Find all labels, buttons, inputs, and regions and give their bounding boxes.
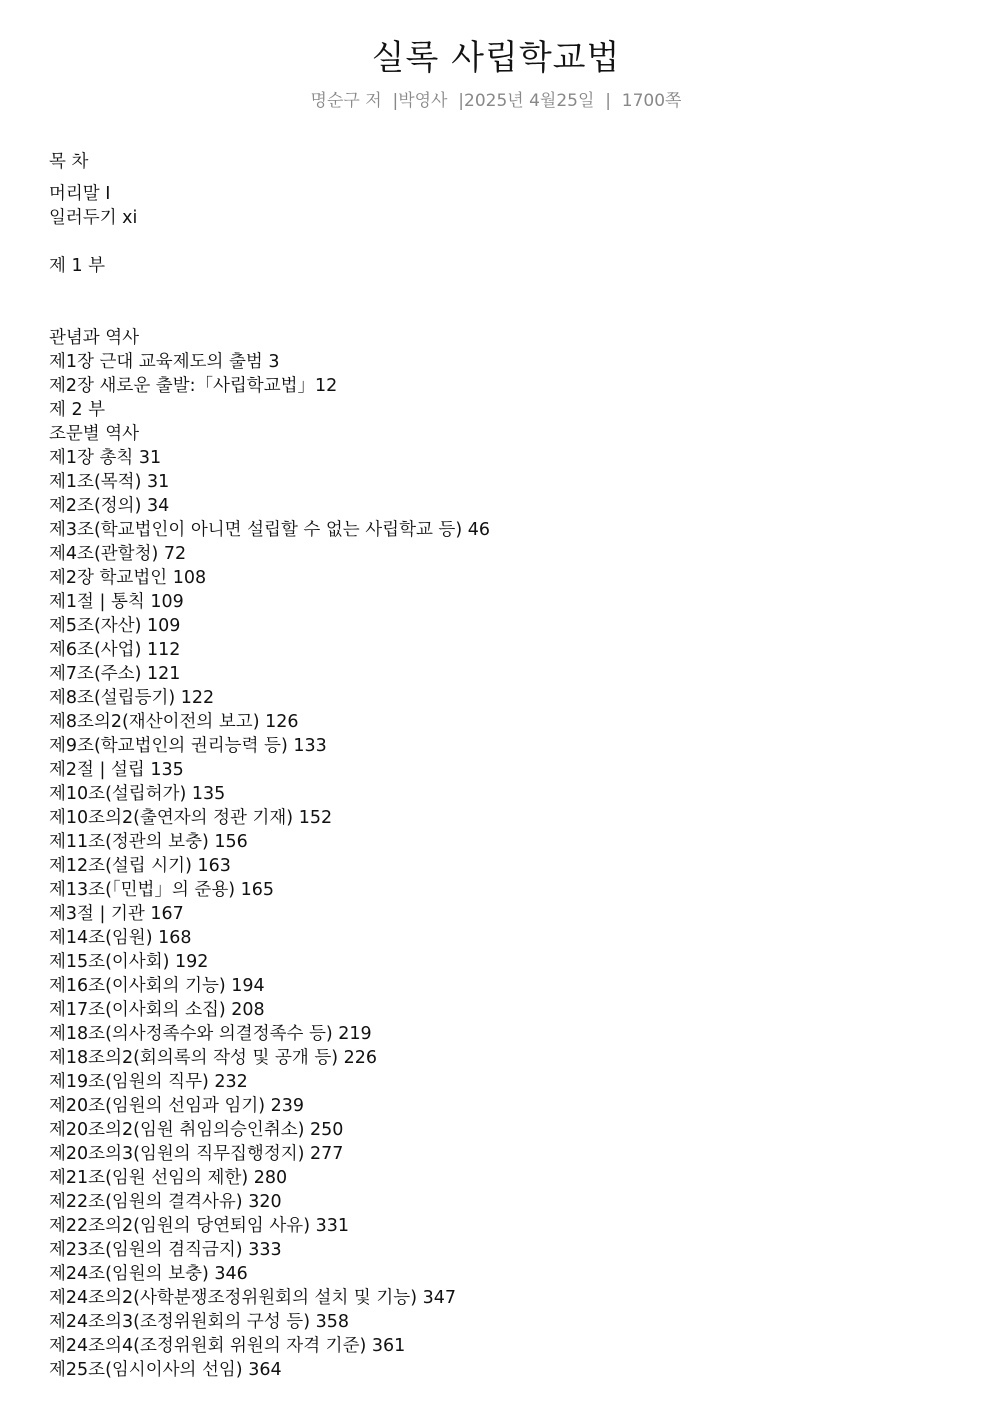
book-title: 실록 사립학교법 bbox=[371, 38, 621, 78]
toc-entry: 제1절 | 통칙 109 bbox=[49, 592, 184, 612]
toc-heading: 목 차 bbox=[49, 152, 89, 172]
toc-entry: 제3절 | 기관 167 bbox=[49, 904, 184, 924]
page-count: 1700쪽 bbox=[621, 91, 682, 111]
toc-front-matter-item: 머리말 I bbox=[49, 184, 111, 204]
publisher: 박영사 bbox=[398, 91, 448, 111]
toc-front-matter-item: 일러두기 xi bbox=[49, 208, 138, 228]
toc-entry: 제5조(자산) 109 bbox=[49, 616, 181, 636]
toc-entry: 제3조(학교법인이 아니면 설립할 수 없는 사립학교 등) 46 bbox=[49, 520, 490, 540]
toc-entry: 제12조(설립 시기) 163 bbox=[49, 856, 231, 876]
toc-entry: 제24조의3(조정위원회의 구성 등) 358 bbox=[49, 1312, 350, 1332]
toc-entry: 제1조(목적) 31 bbox=[49, 472, 170, 492]
toc-part-heading: 제 1 부 bbox=[49, 256, 106, 276]
toc-entry: 제22조(임원의 결격사유) 320 bbox=[49, 1192, 282, 1212]
toc-entry: 제20조(임원의 선임과 임기) 239 bbox=[49, 1096, 305, 1116]
toc-entry: 제24조(임원의 보충) 346 bbox=[49, 1264, 248, 1284]
toc-entry: 제24조의2(사학분쟁조정위원회의 설치 및 기능) 347 bbox=[49, 1288, 456, 1308]
toc-entry: 제22조의2(임원의 당연퇴임 사유) 331 bbox=[49, 1216, 350, 1236]
toc-entry: 제10조의2(출연자의 정관 기재) 152 bbox=[49, 808, 333, 828]
book-meta bbox=[0, 86, 992, 111]
toc-entry: 제11조(정관의 보충) 156 bbox=[49, 832, 248, 852]
toc-entry: 제19조(임원의 직무) 232 bbox=[49, 1072, 248, 1092]
toc-entry: 제10조(설립허가) 135 bbox=[49, 784, 226, 804]
meta-separator: | bbox=[392, 91, 399, 111]
toc-entry: 제4조(관할청) 72 bbox=[49, 544, 187, 564]
publish-date: 2025년 4월25일 bbox=[464, 91, 595, 111]
toc-entry: 제6조(사업) 112 bbox=[49, 640, 181, 660]
meta-separator: | bbox=[605, 91, 611, 111]
meta-separator: | bbox=[458, 91, 465, 111]
toc-entry: 제20조의2(임원 취임의승인취소) 250 bbox=[49, 1120, 344, 1140]
toc-entry: 제23조(임원의 겸직금지) 333 bbox=[49, 1240, 282, 1260]
toc-entry: 제21조(임원 선임의 제한) 280 bbox=[49, 1168, 288, 1188]
toc-entry: 제25조(임시이사의 선임) 364 bbox=[49, 1360, 282, 1380]
toc-entry: 제2절 | 설립 135 bbox=[49, 760, 184, 780]
toc-entry: 제9조(학교법인의 권리능력 등) 133 bbox=[49, 736, 327, 756]
toc-entry: 제8조의2(재산이전의 보고) 126 bbox=[49, 712, 299, 732]
toc-entry: 제1장 총칙 31 bbox=[49, 448, 162, 468]
toc-entry: 제20조의3(임원의 직무집행정지) 277 bbox=[49, 1144, 344, 1164]
toc-entry: 제2장 학교법인 108 bbox=[49, 568, 207, 588]
toc-entry: 제18조(의사정족수와 의결정족수 등) 219 bbox=[49, 1024, 372, 1044]
toc-entry: 제24조의4(조정위원회 위원의 자격 기준) 361 bbox=[49, 1336, 406, 1356]
toc-entry: 제8조(설립등기) 122 bbox=[49, 688, 215, 708]
author: 명순구 저 bbox=[310, 91, 382, 111]
table-of-contents bbox=[49, 150, 949, 1382]
toc-entry: 관념과 역사 bbox=[49, 328, 140, 348]
toc-entry: 제13조(「민법」의 준용) 165 bbox=[49, 880, 275, 900]
toc-entries bbox=[49, 326, 949, 1382]
toc-entry: 조문별 역사 bbox=[49, 424, 140, 444]
toc-entry: 제15조(이사회) 192 bbox=[49, 952, 209, 972]
toc-entry: 제14조(임원) 168 bbox=[49, 928, 192, 948]
toc-entry: 제16조(이사회의 기능) 194 bbox=[49, 976, 265, 996]
toc-entry: 제 2 부 bbox=[49, 400, 106, 420]
toc-entry: 제2장 새로운 출발:「사립학교법」12 bbox=[49, 376, 338, 396]
toc-entry: 제17조(이사회의 소집) 208 bbox=[49, 1000, 265, 1020]
toc-entry: 제7조(주소) 121 bbox=[49, 664, 181, 684]
toc-entry: 제2조(정의) 34 bbox=[49, 496, 170, 516]
toc-entry: 제1장 근대 교육제도의 출범 3 bbox=[49, 352, 280, 372]
toc-entry: 제18조의2(회의록의 작성 및 공개 등) 226 bbox=[49, 1048, 378, 1068]
